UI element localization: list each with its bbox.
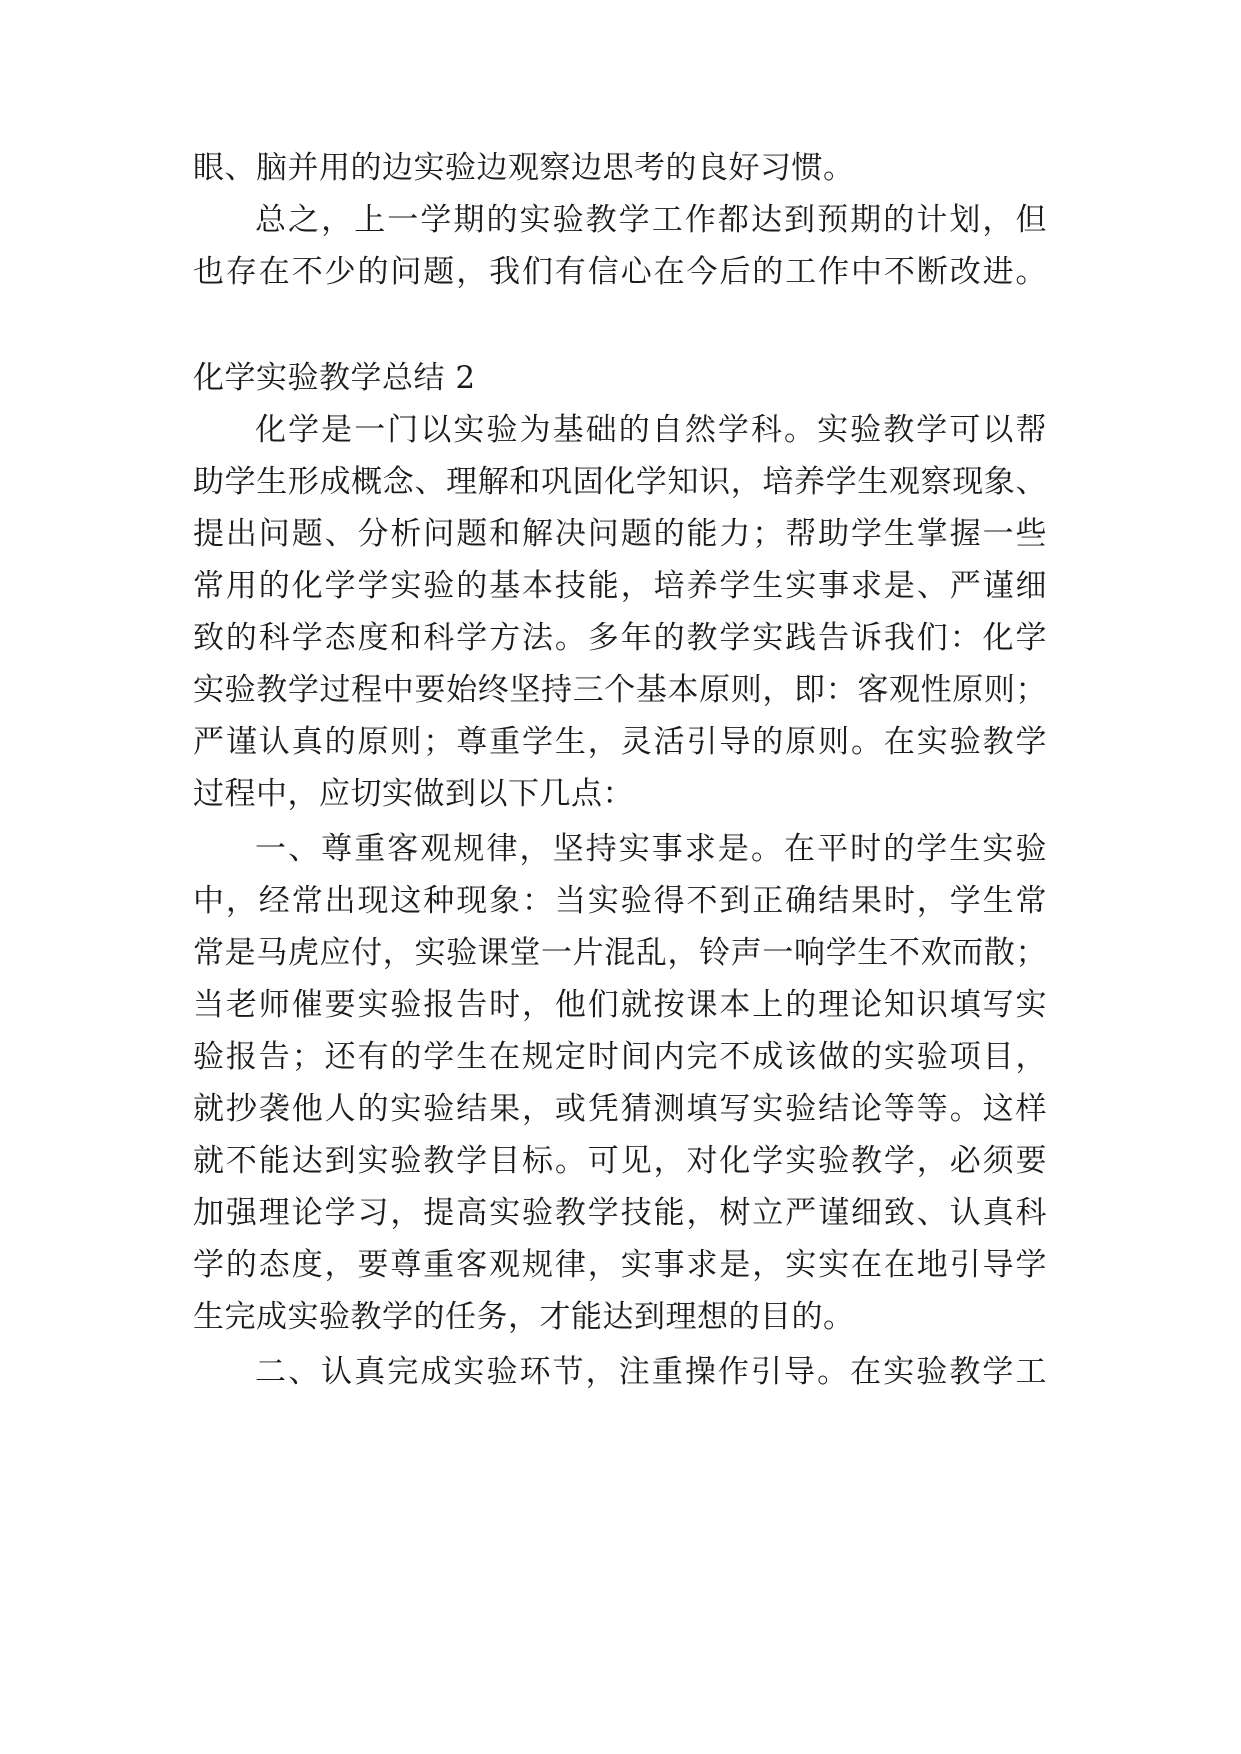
- paragraph-first-line: 总之，上一学期的实验教学工作都达到预期的计划，但: [255, 202, 1047, 238]
- text-line: 中，经常出现这种现象：当实验得不到正确结果时，学生常: [193, 883, 1047, 919]
- text-line: 验报告；还有的学生在规定时间内完不成该做的实验项目，: [193, 1039, 1047, 1075]
- paragraph-first-line: 二、认真完成实验环节，注重操作引导。在实验教学工: [255, 1354, 1047, 1390]
- text-line: 加强理论学习，提高实验教学技能，树立严谨细致、认真科: [193, 1195, 1047, 1231]
- text-line: 眼、脑并用的边实验边观察边思考的良好习惯。: [193, 150, 855, 186]
- text-line: 常是马虎应付，实验课堂一片混乱，铃声一响学生不欢而散；: [193, 935, 1047, 971]
- text-line: 也存在不少的问题，我们有信心在今后的工作中不断改进。: [193, 254, 1047, 290]
- text-line: 生完成实验教学的任务，才能达到理想的目的。: [193, 1299, 855, 1335]
- text-line: 就不能达到实验教学目标。可见，对化学实验教学，必须要: [193, 1143, 1047, 1179]
- text-line: 就抄袭他人的实验结果，或凭猜测填写实验结论等等。这样: [193, 1091, 1047, 1127]
- text-line: 致的科学态度和科学方法。多年的教学实践告诉我们：化学: [193, 620, 1047, 656]
- text-line: 助学生形成概念、理解和巩固化学知识，培养学生观察现象、: [193, 464, 1047, 500]
- text-line: 当老师催要实验报告时，他们就按课本上的理论知识填写实: [193, 987, 1047, 1023]
- text-line: 严谨认真的原则；尊重学生，灵活引导的原则。在实验教学: [193, 724, 1047, 760]
- text-line: 学的态度，要尊重客观规律，实事求是，实实在在地引导学: [193, 1247, 1047, 1283]
- text-line: 实验教学过程中要始终坚持三个基本原则，即：客观性原则；: [193, 672, 1047, 708]
- text-line: 提出问题、分析问题和解决问题的能力；帮助学生掌握一些: [193, 516, 1047, 552]
- text-line: 过程中，应切实做到以下几点：: [193, 776, 634, 812]
- paragraph-first-line: 化学是一门以实验为基础的自然学科。实验教学可以帮: [255, 412, 1047, 448]
- paragraph-first-line: 一、尊重客观规律，坚持实事求是。在平时的学生实验: [255, 831, 1047, 867]
- text-line: 常用的化学学实验的基本技能，培养学生实事求是、严谨细: [193, 568, 1047, 604]
- section-heading: 化学实验教学总结 2: [193, 360, 476, 396]
